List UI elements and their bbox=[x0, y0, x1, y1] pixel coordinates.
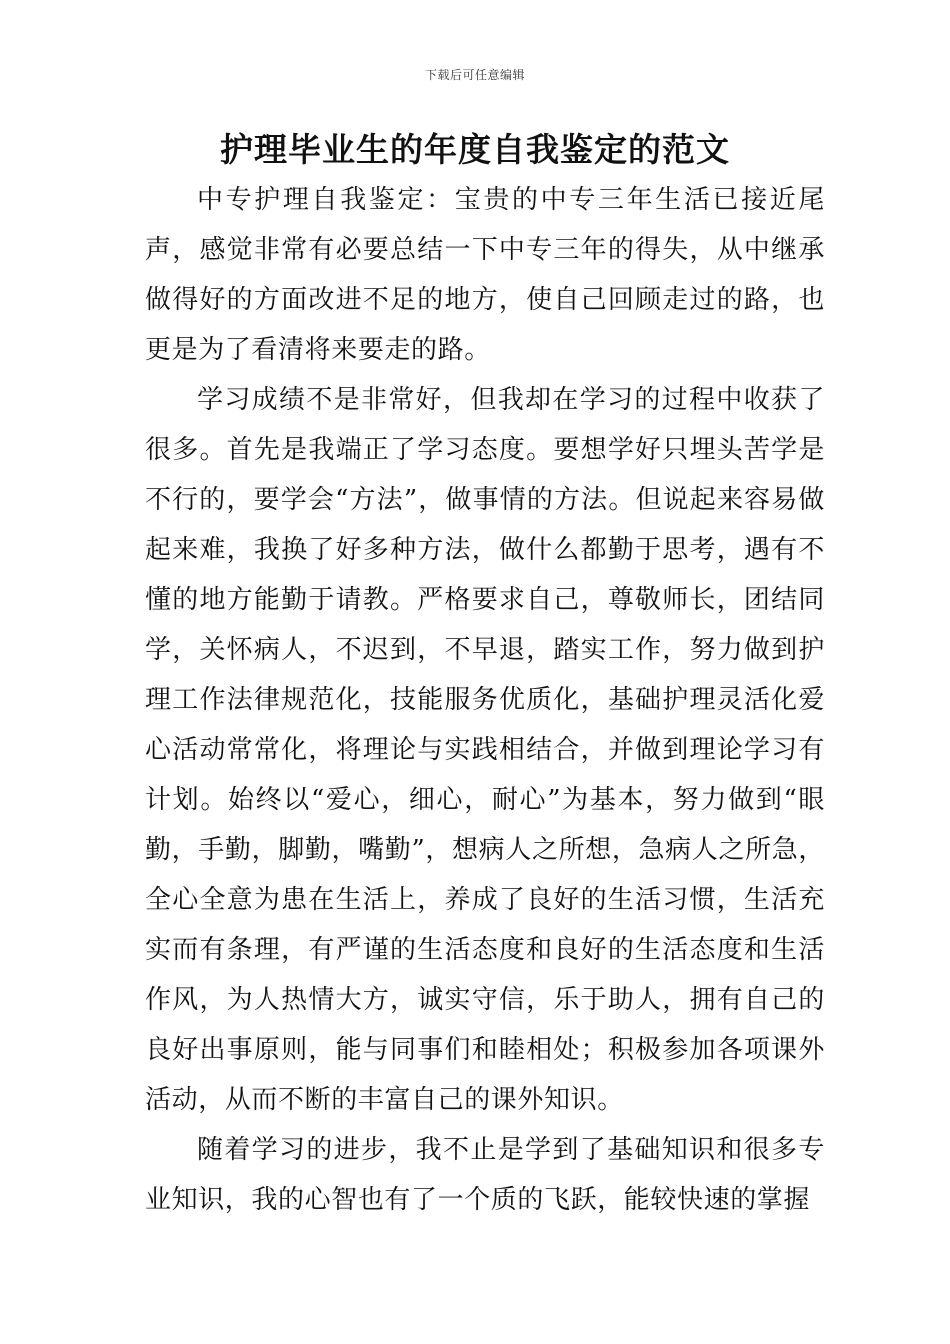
document-body bbox=[145, 175, 825, 1225]
paragraph-3: 随着学习的进步，我不止是学到了基础知识和很多专业知识，我的心智也有了一个质的飞跃，能较快速的掌握 bbox=[145, 1135, 825, 1215]
page-header-note: 下载后可任意编辑 bbox=[424, 68, 525, 82]
paragraph-1: 中专护理自我鉴定：宝贵的中专三年生活已接近尾声，感觉非常有必要总结一下中专三年的得失，从中继承做得好的方面改进不足的地方，使自己回顾走过的路，也更是为了看清将来要走的路。 bbox=[145, 185, 825, 365]
document-title: 护理毕业生的年度自我鉴定的范文 bbox=[220, 130, 730, 169]
paragraph-2: 学习成绩不是非常好，但我却在学习的过程中收获了很多。首先是我端正了学习态度。要想学好只埋头苦学是不行的，要学会“方法”，做事情的方法。但说起来容易做起来难，我换了好多种方法，做什么都勤于思考，遇有不懂的地方能勤于请教。严格要求自己，尊敬师长，团结同学，关怀病人，不迟到，不早退，踏实工作，努力做到护理工作法律规范化，技能服务优质化，基础护理灵活化爱心活动常常化，将理论与实践相结合，并做到理论学习有计划。始终以“爱心，细心，耐心”为基本，努力做到“眼勤，手勤，脚勤，嘴勤”，想病人之所想，急病人之所急，全心全意为患在生活上，养成了良好的生活习惯，生活充实而有条理，有严谨的生活态度和良好的生活态度和生活作风，为人热情大方，诚实守信，乐于助人，拥有自己的良好出事原则，能与同事们和睦相处；积极参加各项课外活动，从而不断的丰富自己的课外知识。 bbox=[145, 385, 825, 1115]
